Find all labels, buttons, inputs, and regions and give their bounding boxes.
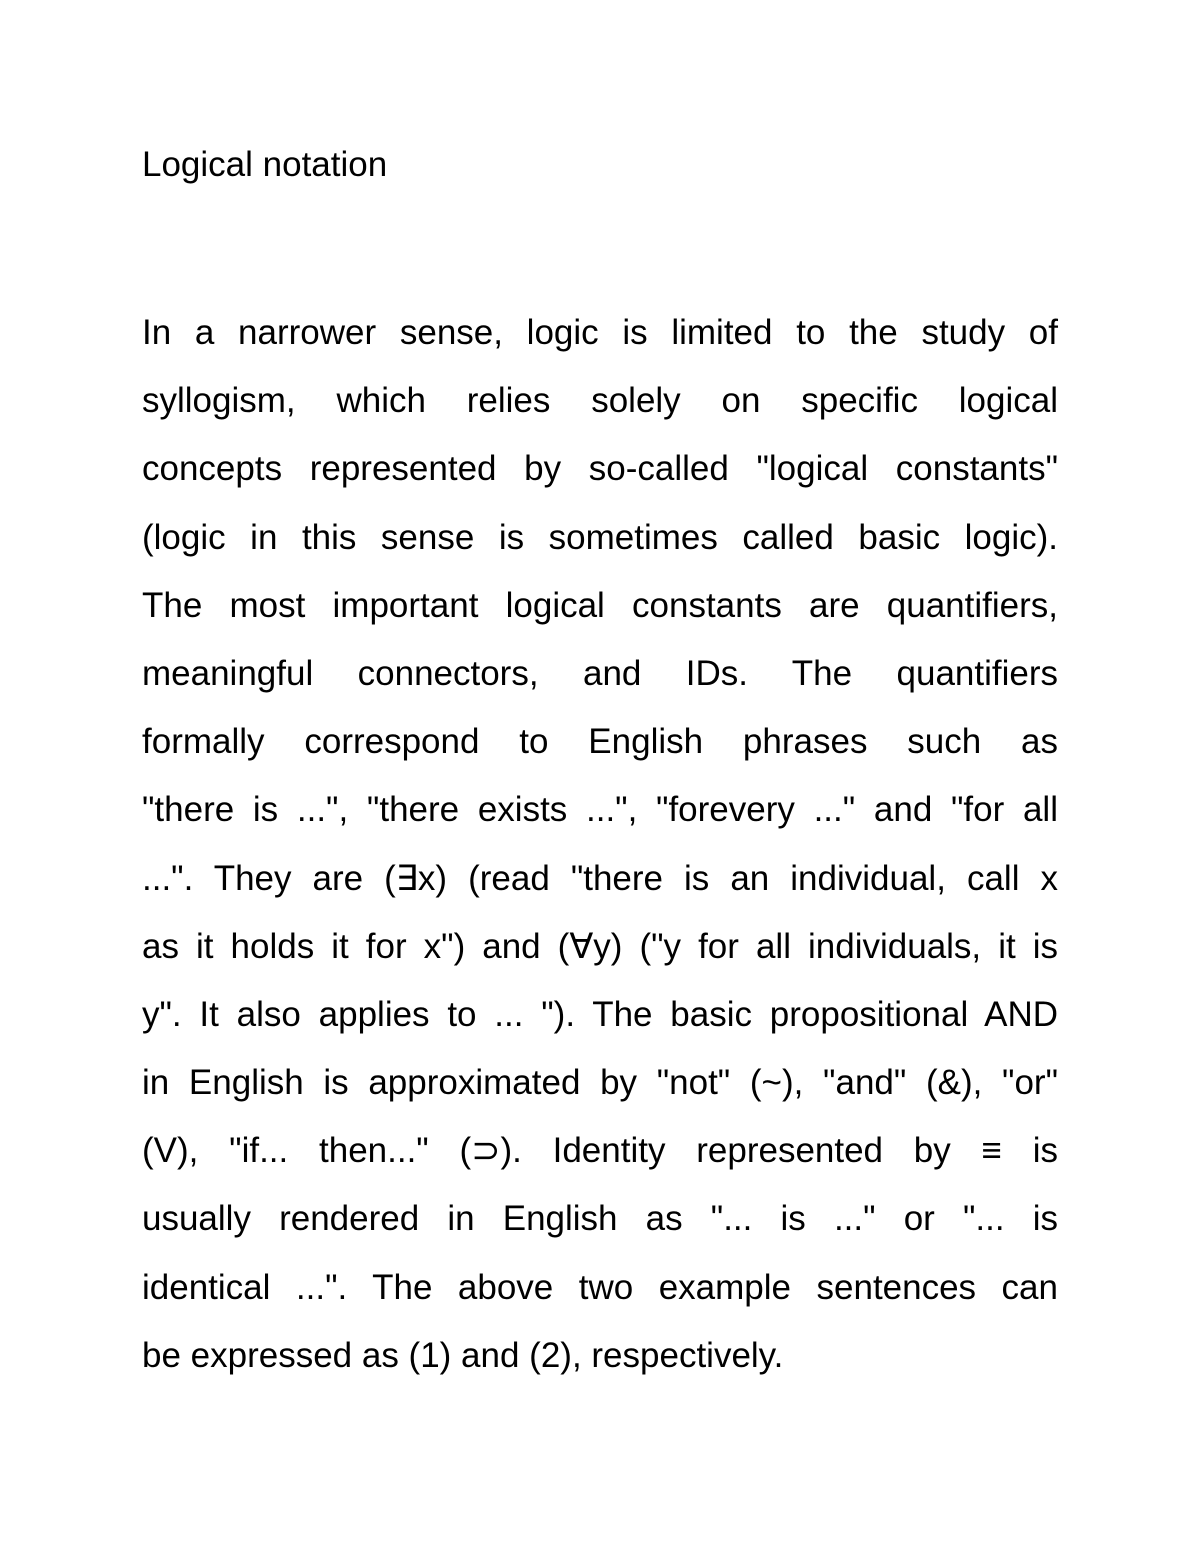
body-line: y". It also applies to ... "). The basic propositional AND	[142, 994, 1058, 1034]
body-line: (logic in this sense is sometimes called basic logic).	[142, 517, 1058, 557]
body-line: concepts represented by so-called "logical constants"	[142, 449, 1058, 489]
body-line: identical ...". The above two example sentences can	[142, 1267, 1058, 1307]
body-line: In a narrower sense, logic is limited to the study of	[142, 313, 1058, 352]
body-line: be expressed as (1) and (2), respectively.	[142, 1335, 784, 1375]
document-body	[142, 310, 1058, 1401]
body-line: usually rendered in English as "... is ..." or "... is	[142, 1199, 1058, 1239]
body-line: The most important logical constants are quantifiers,	[142, 585, 1058, 625]
body-line: syllogism, which relies solely on specific logical	[142, 381, 1058, 421]
body-line: in English is approximated by "not" (~), "and" (&), "or"	[142, 1063, 1058, 1103]
document-title: Logical notation	[142, 145, 388, 184]
body-line: meaningful connectors, and IDs. The quantifiers	[142, 653, 1058, 693]
body-line: formally correspond to English phrases such as	[142, 722, 1058, 762]
body-line: "there is ...", "there exists ...", "forevery ..." and "for all	[142, 790, 1058, 830]
body-line: (V), "if... then..." (⊃). Identity represented by ≡ is	[142, 1131, 1058, 1171]
body-line: ...". They are (∃x) (read "there is an individual, call x	[142, 858, 1058, 898]
body-line: as it holds it for x") and (∀y) ("y for all individuals, it is	[142, 926, 1058, 966]
